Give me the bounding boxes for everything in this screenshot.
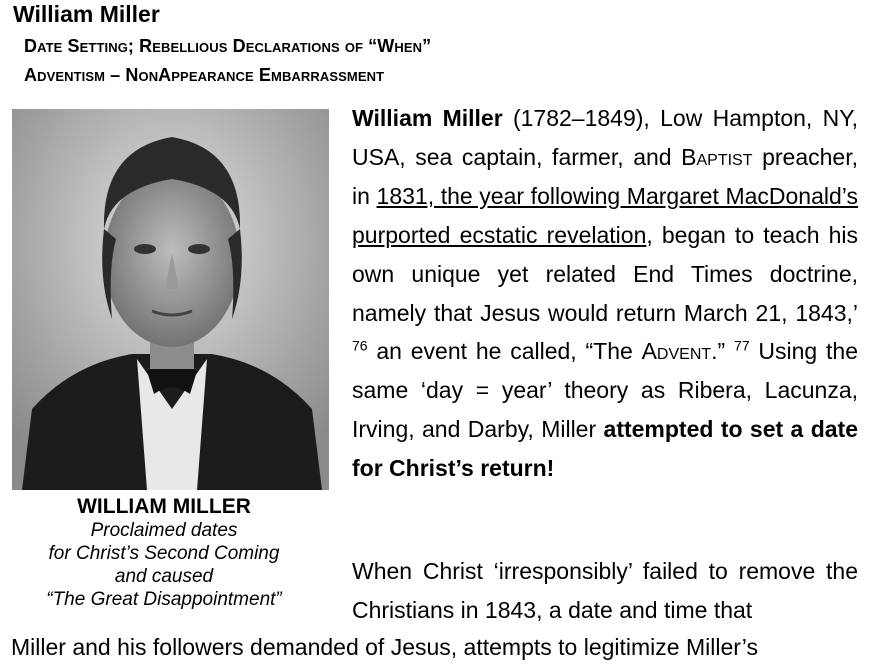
emphasis-text: attempted to set a date for Christ’s return! xyxy=(352,416,859,482)
paragraph-text: , began to teach his own unique yet related End Times doctrine, namely that Jesus would return March 21, 1843,’ xyxy=(352,221,858,326)
paragraph-text: Using the same ‘day = year’ theory as Ribera, Lacunza, Irving, and Darby, Miller xyxy=(352,338,858,443)
portrait-image xyxy=(12,109,329,490)
denomination-text: Baptist xyxy=(681,143,753,170)
person-name: William Miller xyxy=(352,105,503,131)
paragraph-text: an event he called, “The xyxy=(367,338,642,365)
continuation-line: Miller and his followers demanded of Jesus, attempts to legitimize Miller’s xyxy=(11,634,758,660)
caption-name: WILLIAM MILLER xyxy=(77,495,251,518)
paragraph-text: preacher, in xyxy=(352,143,858,209)
paragraph-text: (1782–1849), Low Hampton, NY, USA, sea captain, farmer, and xyxy=(352,105,858,170)
portrait-illustration xyxy=(12,109,329,490)
caption-line: “The Great Disappointment” xyxy=(46,589,282,610)
caption-line: and caused xyxy=(114,566,214,587)
footnote-ref[interactable]: 77 xyxy=(734,337,750,354)
section-subtitle-1: Date Setting; Rebellious Declarations of “When” xyxy=(24,36,432,56)
caption-line: Proclaimed dates xyxy=(90,520,238,541)
portrait-caption xyxy=(14,495,314,611)
body-paragraph-2: When Christ ‘irresponsibly’ failed to remove the Christians in 1843, a date and time that xyxy=(352,558,858,623)
underlined-text: 1831, the year following Margaret MacDonald’s purported ecstatic revelation xyxy=(352,182,858,248)
paragraph-text: .” xyxy=(711,338,735,365)
caption-line: for Christ’s Second Coming xyxy=(48,543,280,564)
section-subtitle-2: Adventism – NonAppearance Embarrassment xyxy=(24,65,385,85)
page-title: William Miller xyxy=(13,1,160,27)
advent-text: Advent xyxy=(641,338,712,365)
body-paragraph-1 xyxy=(352,99,858,488)
footnote-ref[interactable]: 76 xyxy=(352,337,368,354)
